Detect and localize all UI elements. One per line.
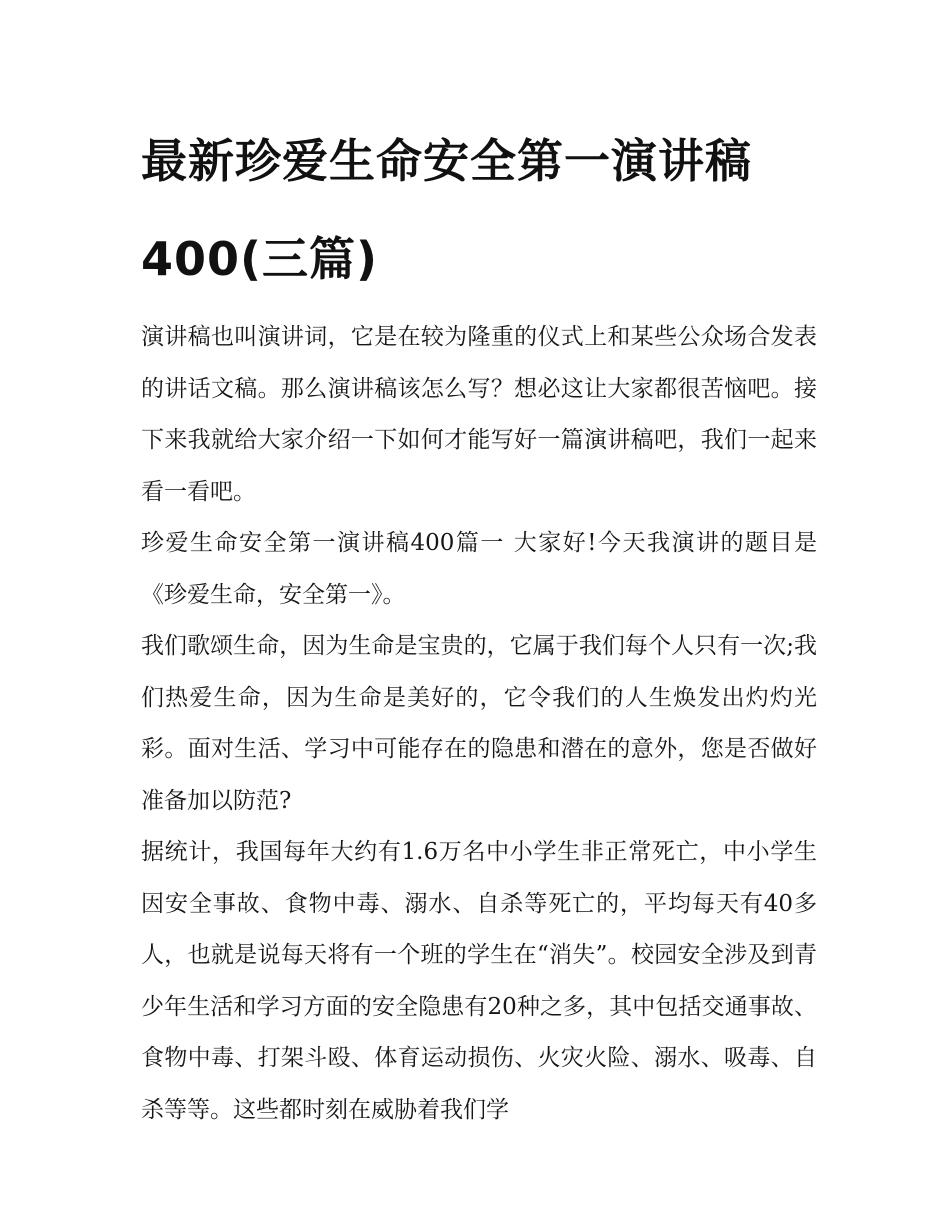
paragraph-statistics: 据统计，我国每年大约有1.6万名中小学生非正常死亡，中小学生因安全事故、食物中毒、溺水、自杀等死亡的，平均每天有40多人，也就是说每天将有一个班的学生在“消失”。校园安全涉及到青少年生活和学习方面的安全隐患有20种之多，其中包括交通事故、食物中毒、打架斗殴、体育运动损伤、火灾火险、溺水、吸毒、自杀等等。这些都时刻在威胁着我们学 bbox=[141, 839, 817, 1123]
document-content bbox=[141, 112, 817, 1136]
paragraph-speech-opening: 珍爱生命安全第一演讲稿400篇一 大家好!今天我演讲的题目是《珍爱生命，安全第一》。 bbox=[141, 530, 817, 608]
document-body bbox=[141, 312, 817, 1136]
paragraph-cherish-life: 我们歌颂生命，因为生命是宝贵的，它属于我们每个人只有一次;我们热爱生命，因为生命是美好的，它令我们的人生焕发出灼灼光彩。面对生活、学习中可能存在的隐患和潜在的意外，您是否做好准备加以防范? bbox=[141, 633, 817, 814]
paragraph-intro: 演讲稿也叫演讲词，它是在较为隆重的仪式上和某些公众场合发表的讲话文稿。那么演讲稿该怎么写？想必这让大家都很苦恼吧。接下来我就给大家介绍一下如何才能写好一篇演讲稿吧，我们一起来看一看吧。 bbox=[141, 324, 817, 505]
document-title: 最新珍爱生命安全第一演讲稿400(三篇) bbox=[141, 134, 752, 286]
